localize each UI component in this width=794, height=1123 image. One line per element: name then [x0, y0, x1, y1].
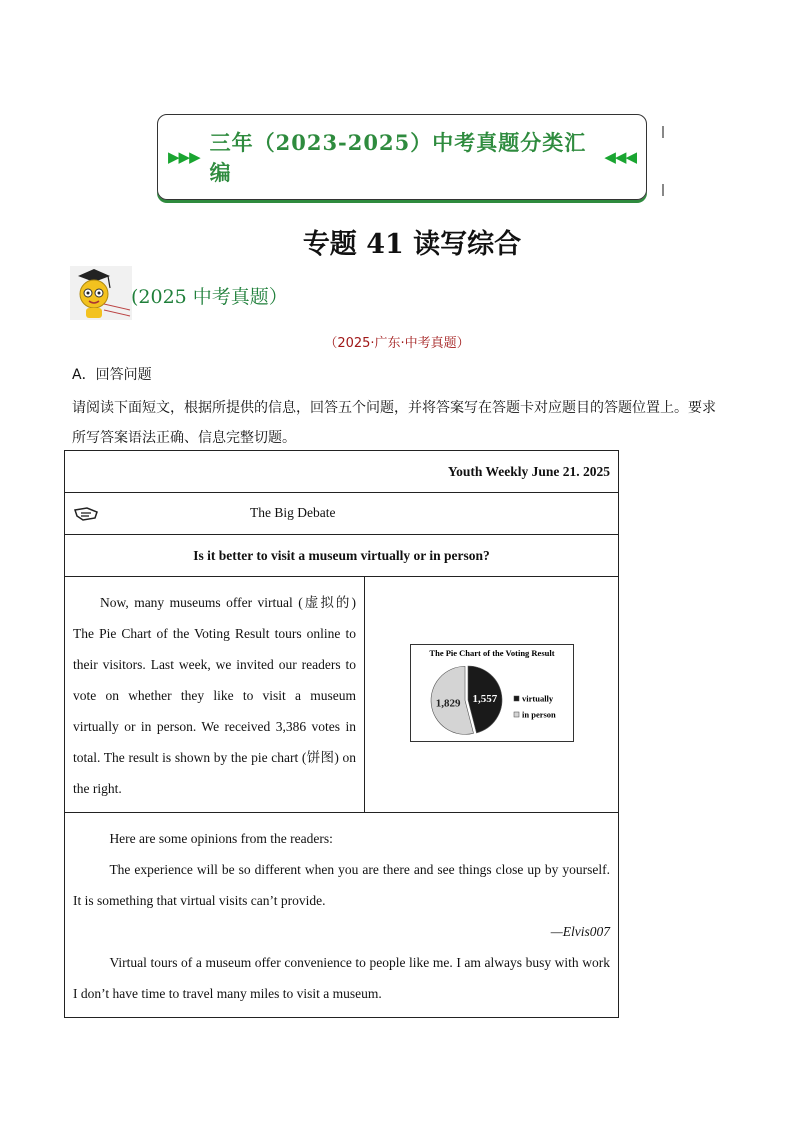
debate-header-cell [65, 493, 619, 535]
banner-arrows-left: ▶▶▶ [168, 148, 200, 166]
chart-cell [365, 577, 619, 813]
opinion-1-author: —Elvis007 [550, 924, 610, 939]
newspaper-date: Youth Weekly June 21. 2025 [65, 451, 619, 493]
opinions-cell [65, 813, 619, 1018]
banner-tick-mark [662, 126, 664, 138]
pie-data-label: 1,829 [435, 697, 461, 710]
legend-label: in person [521, 709, 556, 719]
opinion-2: Virtual tours of a museum offer convenience to people like me. I am always busy with work I don’t have time to travel many miles to visit a museum. [73, 955, 610, 1001]
question-source: （2025·广东·中考真题） [324, 336, 470, 351]
section-year: (2025 中考真题） [131, 286, 288, 308]
debate-question: Is it better to visit a museum virtually or in person? [65, 535, 619, 577]
legend-label: virtually [521, 693, 553, 703]
passage-table [64, 450, 619, 1018]
legend-swatch [514, 696, 519, 701]
passage-intro: Now, many museums offer virtual (虚拟的) The Pie Chart of the Voting Result tours online to their visitors. Last week, we invited our readers to vote on whether they like to visit a museum virtually or in person. We received 3,386 votes in total. The result is shown by the pie chart (饼图) on the right. [65, 577, 365, 813]
legend-swatch [514, 712, 519, 717]
question-part-label: A．回答问题 [72, 367, 152, 383]
banner-tick-mark [662, 184, 664, 196]
series-banner [157, 114, 647, 200]
graduate-mascot-icon [70, 266, 132, 320]
debate-title: The Big Debate [250, 505, 336, 520]
topic-title: 专题 41 读写综合 [302, 229, 522, 260]
banner-title: 三年（2023-2025）中考真题分类汇编 [209, 130, 587, 185]
banner-arrows-right: ◀◀◀ [604, 148, 636, 166]
pie-chart [410, 644, 574, 742]
pie-data-label: 1,557 [471, 692, 497, 705]
megaphone-icon [73, 506, 101, 522]
opinion-1: The experience will be so different when you are there and see things close up by yourself. It is something that virtual visits can’t provide. [73, 862, 610, 908]
chart-title: The Pie Chart of the Voting Result [428, 647, 555, 658]
question-instructions: 请阅读下面短文，根据所提供的信息，回答五个问题，并将答案写在答题卡对应题目的答题位置上。要求所写答案语法正确、信息完整切题。 [72, 400, 716, 446]
opinions-intro: Here are some opinions from the readers: [109, 831, 333, 846]
